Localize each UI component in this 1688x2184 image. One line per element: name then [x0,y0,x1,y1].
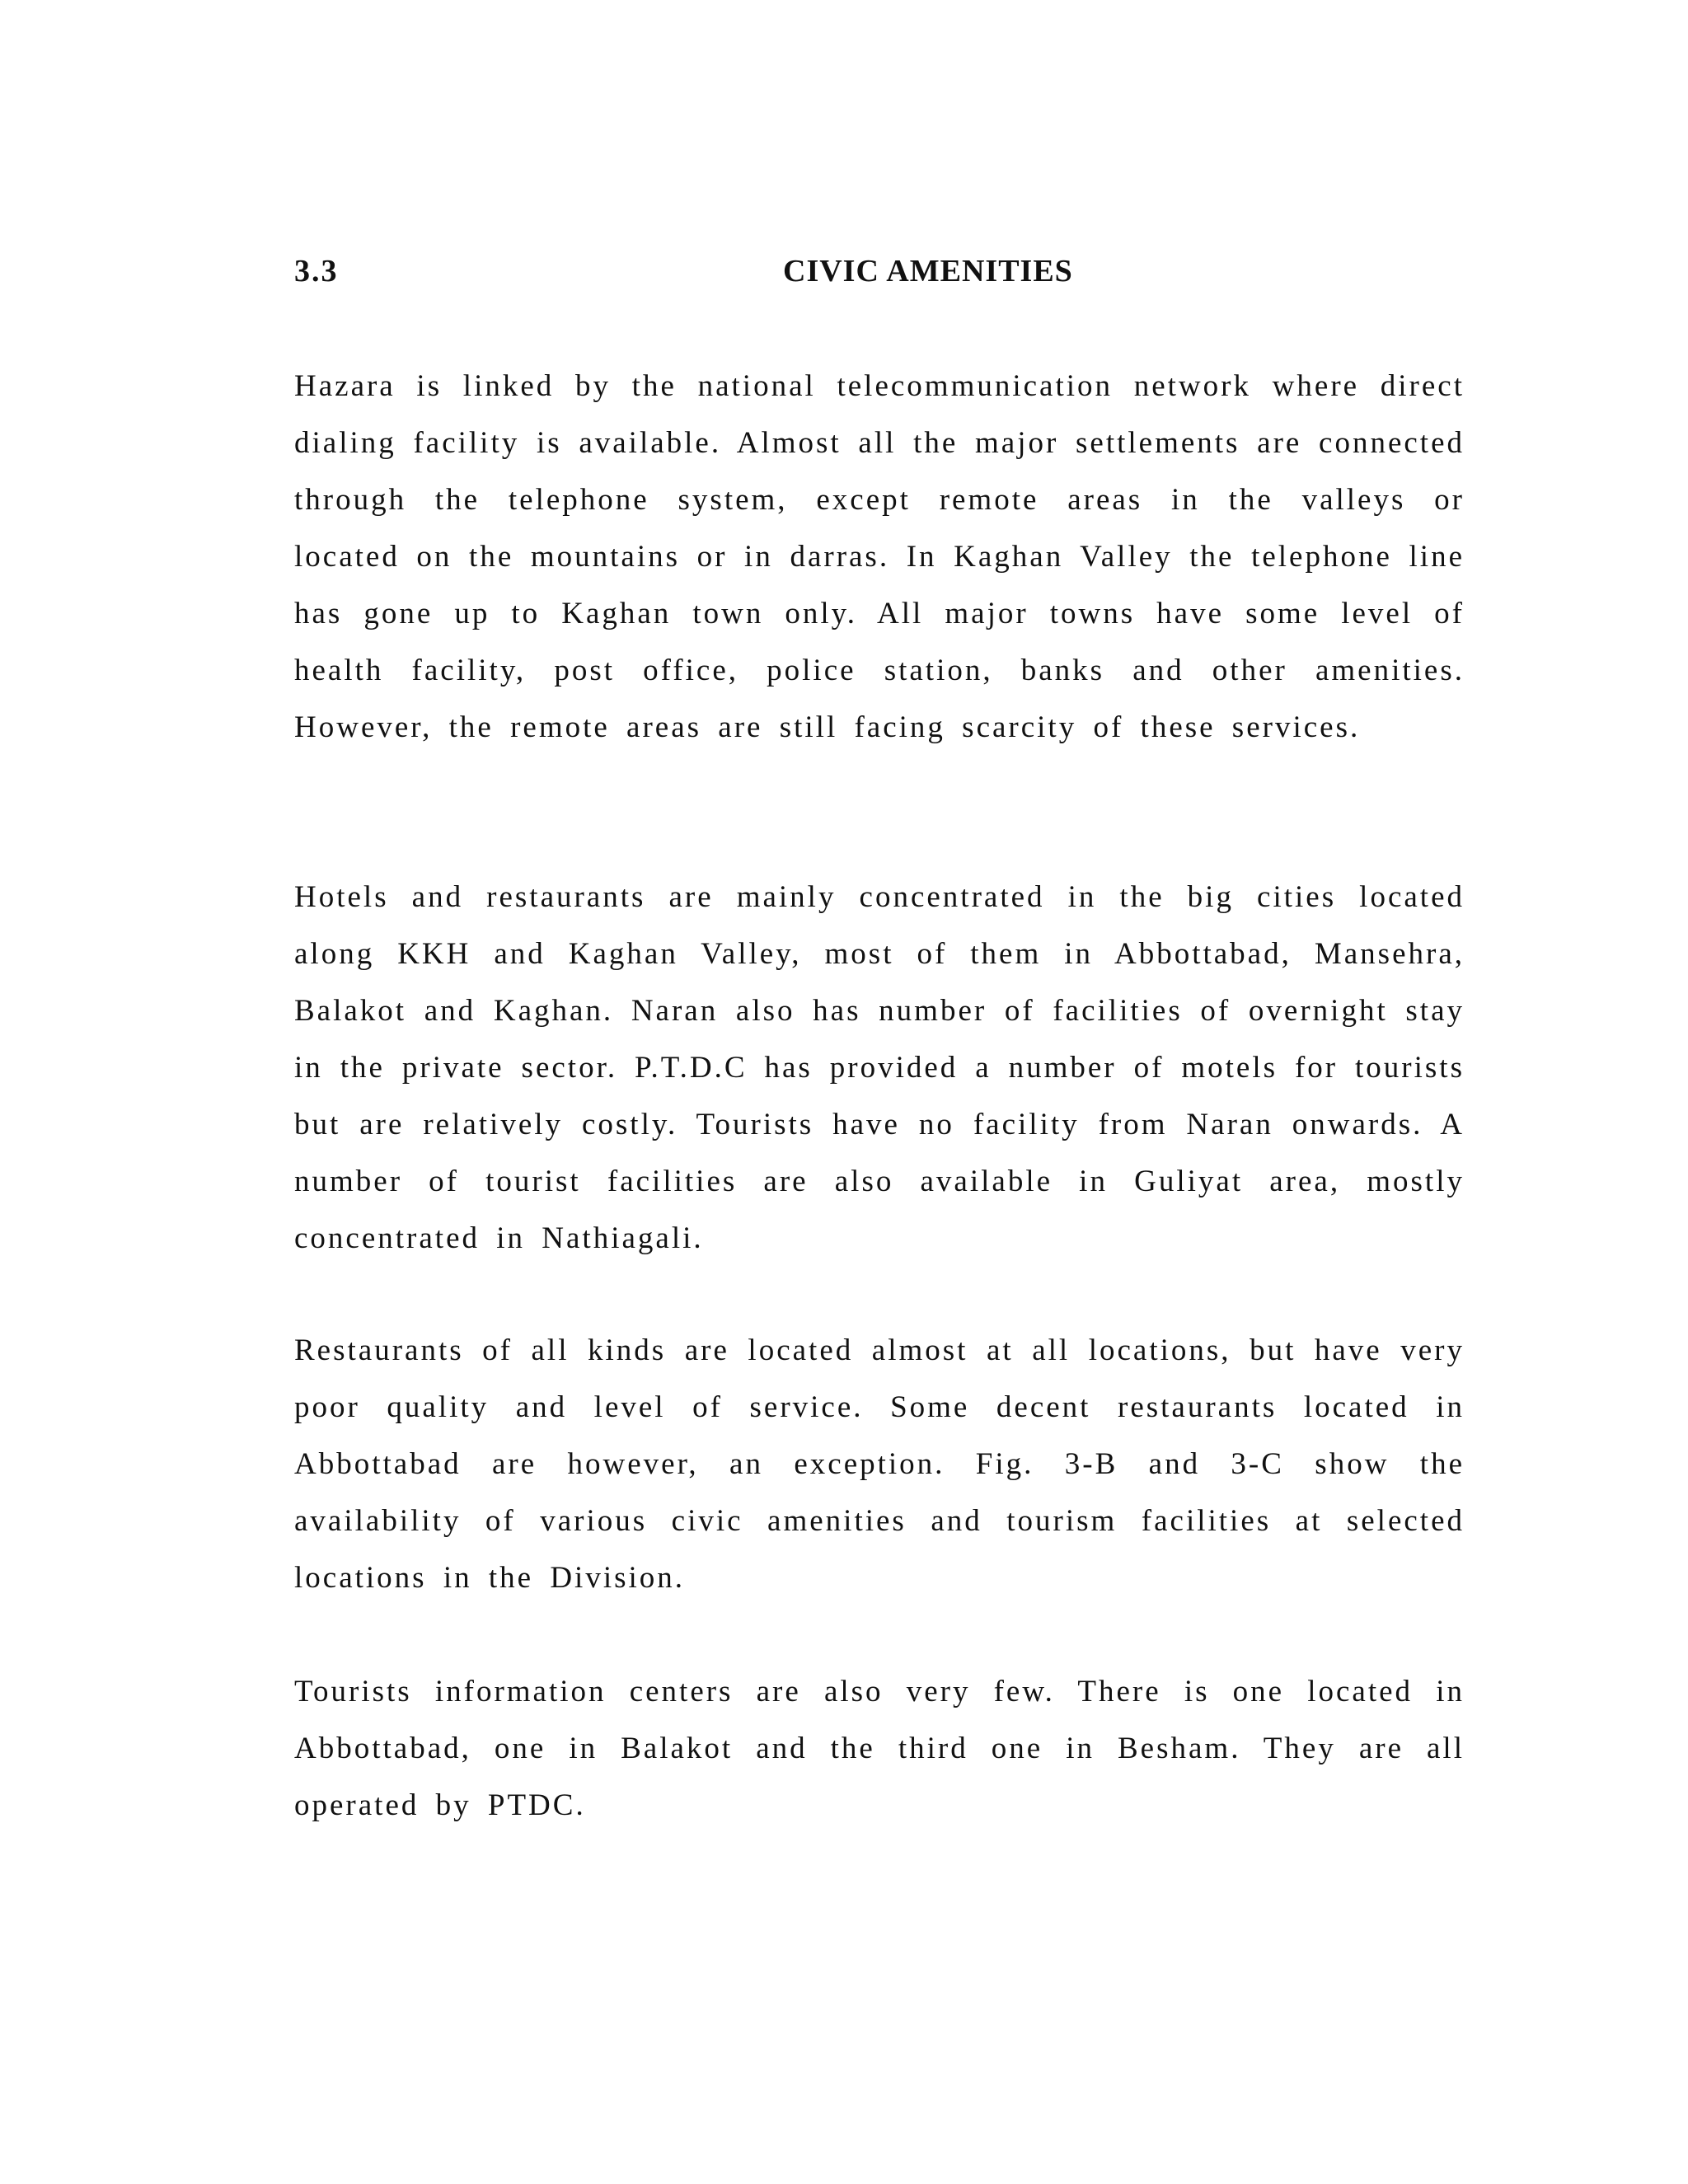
section-number: 3.3 [294,254,339,288]
paragraph-telecommunication: Hazara is linked by the national telecommunication network where direct dialing facility is available. Almost all the major settlements are connected through the telephone system, except remote areas in the valleys or located on the mountains or in darras. In Kaghan Valley the telephone line has gone up to Kaghan town only. All major towns have some level of health facility, post office, police station, banks and other amenities. However, the remote areas are still facing scarcity of these services. [294,369,1465,744]
paragraph-restaurants: Restaurants of all kinds are located almost at all locations, but have very poor quality and level of service. Some decent restaurants located in Abbottabad are however, an exception. Fig. 3-B and 3-C show the availability of various civic amenities and tourism facilities at selected locations in the Division. [294,1333,1465,1595]
section-title: CIVIC AMENITIES [783,254,1073,288]
paragraph-tourist-information: Tourists information centers are also very few. There is one located in Abbottabad, one in Balakot and the third one in Besham. They are all operated by PTDC. [294,1675,1465,1822]
paragraph-hotels: Hotels and restaurants are mainly concentrated in the big cities located along KKH and Kaghan Valley, most of them in Abbottabad, Mansehra, Balakot and Kaghan. Naran also has number of facilities of overnight stay in the private sector. P.T.D.C has provided a number of motels for tourists but are relatively costly. Tourists have no facility from Naran onwards. A number of tourist facilities are also available in Guliyat area, mostly concentrated in Nathiagali. [294,880,1465,1255]
section-heading [294,251,1465,292]
